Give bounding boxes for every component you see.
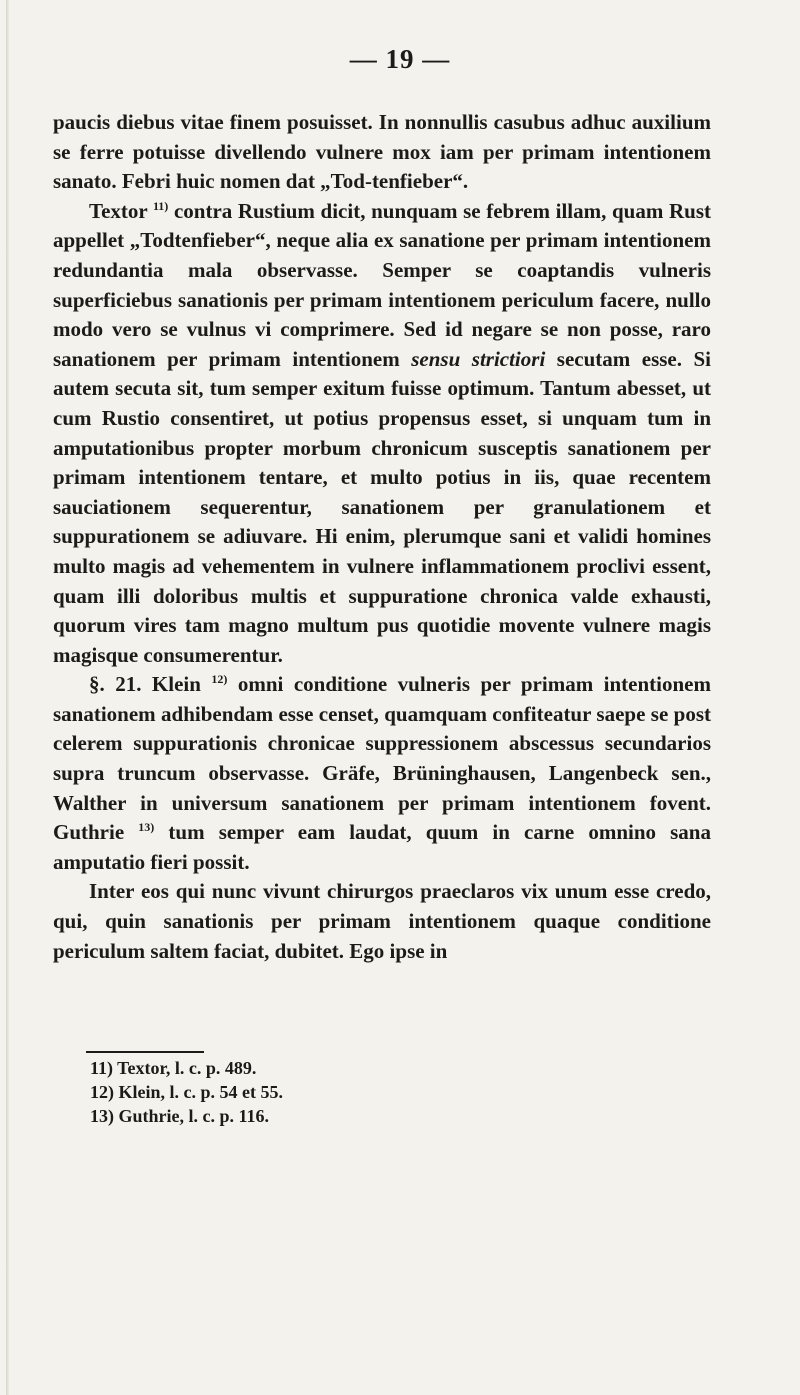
footnote-rule — [86, 1051, 204, 1053]
paragraph-3-middle: omni conditione vulneris per primam intentionem sanationem adhibendam esse censet, quamquam confiteatur saepe se post celerem suppurationis chronicae suppressionem abscessus secundarios supra truncum observasse. Gräfe, Brüninghausen, Langenbeck sen., Walther in universum sanationem per primam intentionem fovent. Guthrie — [53, 672, 711, 845]
paragraph-3-start: §. 21. Klein — [89, 672, 212, 697]
footnote-12: 12) Klein, l. c. p. 54 et 55. — [90, 1082, 283, 1102]
footnote-13: 13) Guthrie, l. c. p. 116. — [90, 1106, 269, 1126]
italic-phrase: sensu strictiori — [411, 346, 546, 371]
paragraph-1: paucis diebus vitae finem posuisset. In nonnullis casubus adhuc auxilium se ferre potuisse divellendo vulnere mox iam per primam intentionem sanato. Febri huic nomen dat „Tod-tenfieber“. — [53, 110, 711, 194]
footnotes — [90, 1056, 690, 1128]
paragraph-2-start: Textor — [89, 198, 153, 223]
page-edge — [6, 0, 9, 1395]
footnote-11: 11) Textor, l. c. p. 489. — [90, 1058, 257, 1078]
paragraph-3-end: tum semper eam laudat, quum in carne omnino sana amputatio fieri possit. — [53, 820, 711, 874]
footnote-ref-13: 13) — [138, 820, 155, 835]
paragraph-2-middle: contra Rustium dicit, nunquam se febrem illam, quam Rust appellet „Todtenfieber“, neque alia ex sanatione per primam intentionem redundantia mala observasse. Semper se coaptandis vulneris superficiebus sanationis per primam intentionem periculum facere, nullo modo vero se vulnus vi comprimere. Sed id negare se non posse, raro sanationem per primam intentionem — [53, 198, 711, 371]
body-text — [53, 108, 711, 966]
paragraph-2-end: secutam esse. Si autem secuta sit, tum semper exitum fuisse optimum. Tantum abesset, ut cum Rustio consentiret, ut potius propensus esset, si unquam tum in amputationibus propter morbum chronicum susceptis sanationem per primam intentionem tentare, et multo potius in iis, quae recentem sauciationem sequerentur, sanationem per granulationem et suppurationem se adiuvare. Hi enim, plerumque sani et validi homines multo magis ad vehementem in vulnere inflammationem proclivi essent, quam illi doloribus multis et suppuratione chronica valde exhausti, quorum vires tam magno multum pus quotidie movente vulnere magis magisque consumerentur. — [53, 346, 711, 667]
paragraph-2 — [53, 197, 711, 671]
page-number: — 19 — — [349, 44, 451, 74]
paragraph-4: Inter eos qui nunc vivunt chirurgos praeclaros vix unum esse credo, qui, quin sanationis per primam intentionem quaque conditione periculum saltem faciat, dubitet. Ego ipse in — [53, 879, 711, 963]
paragraph-3 — [53, 670, 711, 877]
footnote-ref-12: 12) — [211, 672, 228, 687]
footnote-ref-11: 11) — [152, 198, 169, 213]
